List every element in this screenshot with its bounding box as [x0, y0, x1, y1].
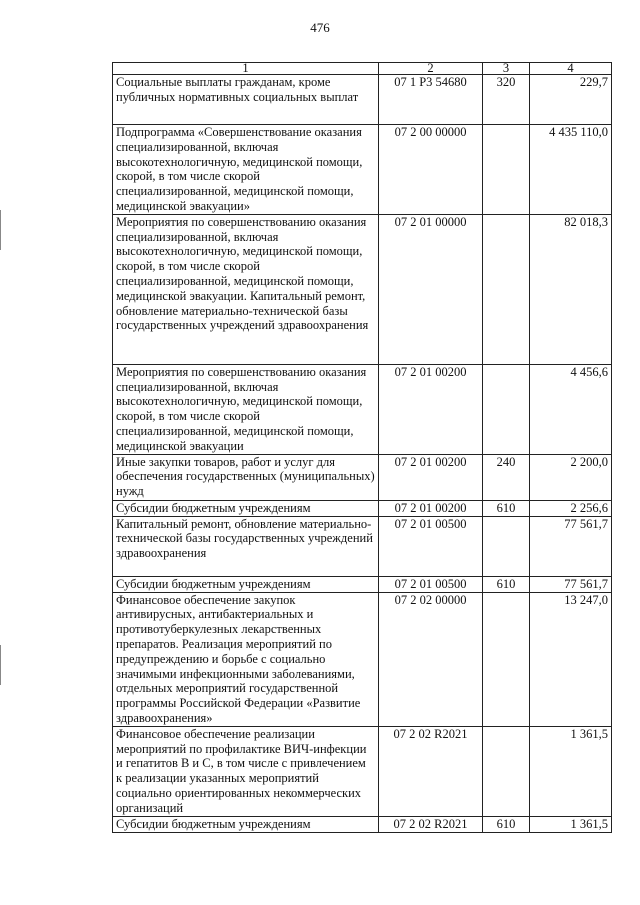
header-row: [113, 63, 612, 75]
header-col-1: 1: [113, 63, 379, 75]
row-name: Подпрограмма «Совершенствование оказания специализированной, включая высокотехнологичную, медицинской помощи, скорой, в том числе скорой специализированной, медицинской помощи, медицинской эвакуации»: [113, 125, 379, 215]
row-vr: 320: [483, 75, 530, 125]
row-name: Субсидии бюджетным учреждениям: [113, 816, 379, 832]
row-code: 07 2 02 R2021: [379, 816, 483, 832]
row-name: Иные закупки товаров, работ и услуг для обеспечения государственных (муниципальных) нужд: [113, 454, 379, 500]
row-amount: 1 361,5: [530, 816, 612, 832]
row-code: 07 2 01 00500: [379, 576, 483, 592]
header-col-2: 2: [379, 63, 483, 75]
row-code: 07 2 01 00500: [379, 516, 483, 576]
row-code: 07 2 02 00000: [379, 592, 483, 726]
scan-edge-mark: [0, 645, 1, 685]
row-vr: [483, 364, 530, 454]
row-name: Мероприятия по совершенствованию оказания специализированной, включая высокотехнологичную, медицинской помощи, скорой, в том числе скорой специализированной, медицинской помощи, медицинской эвакуации: [113, 364, 379, 454]
scan-edge-mark: [0, 210, 1, 250]
row-amount: 77 561,7: [530, 576, 612, 592]
row-vr: [483, 125, 530, 215]
table-row: [113, 364, 612, 454]
table-row: [113, 576, 612, 592]
table-row: [113, 726, 612, 816]
page-number: 476: [310, 20, 330, 35]
row-vr: 610: [483, 500, 530, 516]
row-vr: 240: [483, 454, 530, 500]
row-amount: 4 435 110,0: [530, 125, 612, 215]
row-amount: 2 256,6: [530, 500, 612, 516]
row-name: Субсидии бюджетным учреждениям: [113, 500, 379, 516]
row-name: Финансовое обеспечение реализации мероприятий по профилактике ВИЧ-инфекции и гепатитов B и C, в том числе с привлечением к реализации указанных мероприятий социально ориентированных некоммерческих организаций: [113, 726, 379, 816]
row-code: 07 2 02 R2021: [379, 726, 483, 816]
row-amount: 1 361,5: [530, 726, 612, 816]
table-row: [113, 454, 612, 500]
row-amount: 82 018,3: [530, 214, 612, 364]
budget-table: [112, 62, 612, 833]
table-row: [113, 214, 612, 364]
table-row: [113, 816, 612, 832]
row-vr: [483, 726, 530, 816]
row-vr: 610: [483, 816, 530, 832]
row-name: Финансовое обеспечение закупок антивирусных, антибактериальных и противотуберкулезных лекарственных препаратов. Реализация мероприятий по предупреждению и борьбе с социально значимыми инфекционными заболеваниями, отдельных мероприятий государственной программы Российской Федерации «Развитие здравоохранения»: [113, 592, 379, 726]
row-vr: [483, 592, 530, 726]
header-col-3: 3: [483, 63, 530, 75]
row-code: 07 1 P3 54680: [379, 75, 483, 125]
row-vr: [483, 214, 530, 364]
row-code: 07 2 01 00000: [379, 214, 483, 364]
table-row: [113, 75, 612, 125]
table-row: [113, 125, 612, 215]
table-row: [113, 592, 612, 726]
row-name: Мероприятия по совершенствованию оказания специализированной, включая высокотехнологичную, медицинской помощи, скорой, в том числе скорой специализированной, медицинской помощи, медицинской эвакуации. Капитальный ремонт, обновление материально-технической базы государственных учреждений здравоохранения: [113, 214, 379, 364]
row-vr: [483, 516, 530, 576]
row-code: 07 2 01 00200: [379, 500, 483, 516]
row-amount: 2 200,0: [530, 454, 612, 500]
header-col-4: 4: [530, 63, 612, 75]
row-code: 07 2 00 00000: [379, 125, 483, 215]
row-amount: 13 247,0: [530, 592, 612, 726]
row-name: Социальные выплаты гражданам, кроме публичных нормативных социальных выплат: [113, 75, 379, 125]
row-name: Субсидии бюджетным учреждениям: [113, 576, 379, 592]
row-amount: 229,7: [530, 75, 612, 125]
row-vr: 610: [483, 576, 530, 592]
row-amount: 77 561,7: [530, 516, 612, 576]
table-row: [113, 516, 612, 576]
row-code: 07 2 01 00200: [379, 364, 483, 454]
table-row: [113, 500, 612, 516]
row-amount: 4 456,6: [530, 364, 612, 454]
row-code: 07 2 01 00200: [379, 454, 483, 500]
row-name: Капитальный ремонт, обновление материально-технической базы государственных учреждений здравоохранения: [113, 516, 379, 576]
